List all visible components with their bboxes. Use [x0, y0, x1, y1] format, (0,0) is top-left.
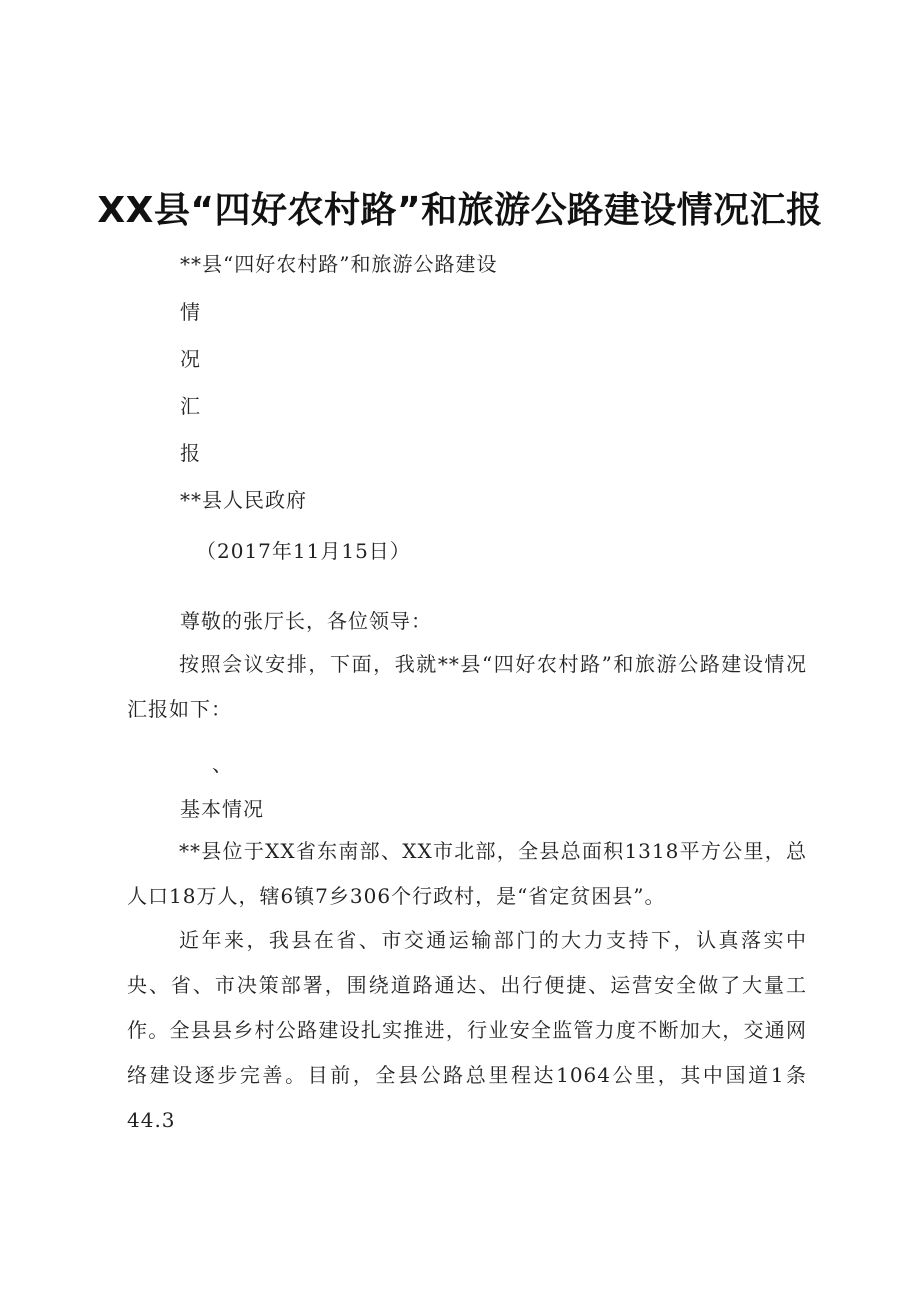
subtitle-line: **县“四好农村路”和旅游公路建设	[180, 252, 498, 276]
subtitle-char-1: 情	[180, 300, 201, 324]
subtitle-char-3: 汇	[180, 394, 201, 418]
subtitle-char-2: 况	[180, 347, 201, 371]
subtitle-char-4: 报	[180, 441, 201, 465]
date-line: （2017年11月15日）	[196, 539, 411, 563]
section-marker: 、	[212, 752, 233, 776]
salutation-line: 尊敬的张厅长，各位领导：	[180, 609, 432, 633]
issuer-line: **县人民政府	[180, 488, 307, 512]
intro-paragraph: 按照会议安排，下面，我就**县“四好农村路”和旅游公路建设情况汇报如下：	[127, 652, 807, 721]
recent-years-paragraph: 近年来，我县在省、市交通运输部门的大力支持下，认真落实中央、省、市决策部署，围绕道路通达、出行便捷、运营安全做了大量工作。全县县乡村公路建设扎实推进，行业安全监管力度不断加大，交通网络建设逐步完善。目前，全县公路总里程达1064公里，其中国道1条44.3	[127, 928, 807, 1132]
document-title: XX县“四好农村路”和旅游公路建设情况汇报	[97, 190, 823, 231]
basic-info-paragraph: **县位于XX省东南部、XX市北部，全县总面积1318平方公里，总人口18万人，辖6镇7乡306个行政村，是“省定贫困县”。	[127, 839, 807, 908]
section-heading: 基本情况	[180, 797, 264, 821]
